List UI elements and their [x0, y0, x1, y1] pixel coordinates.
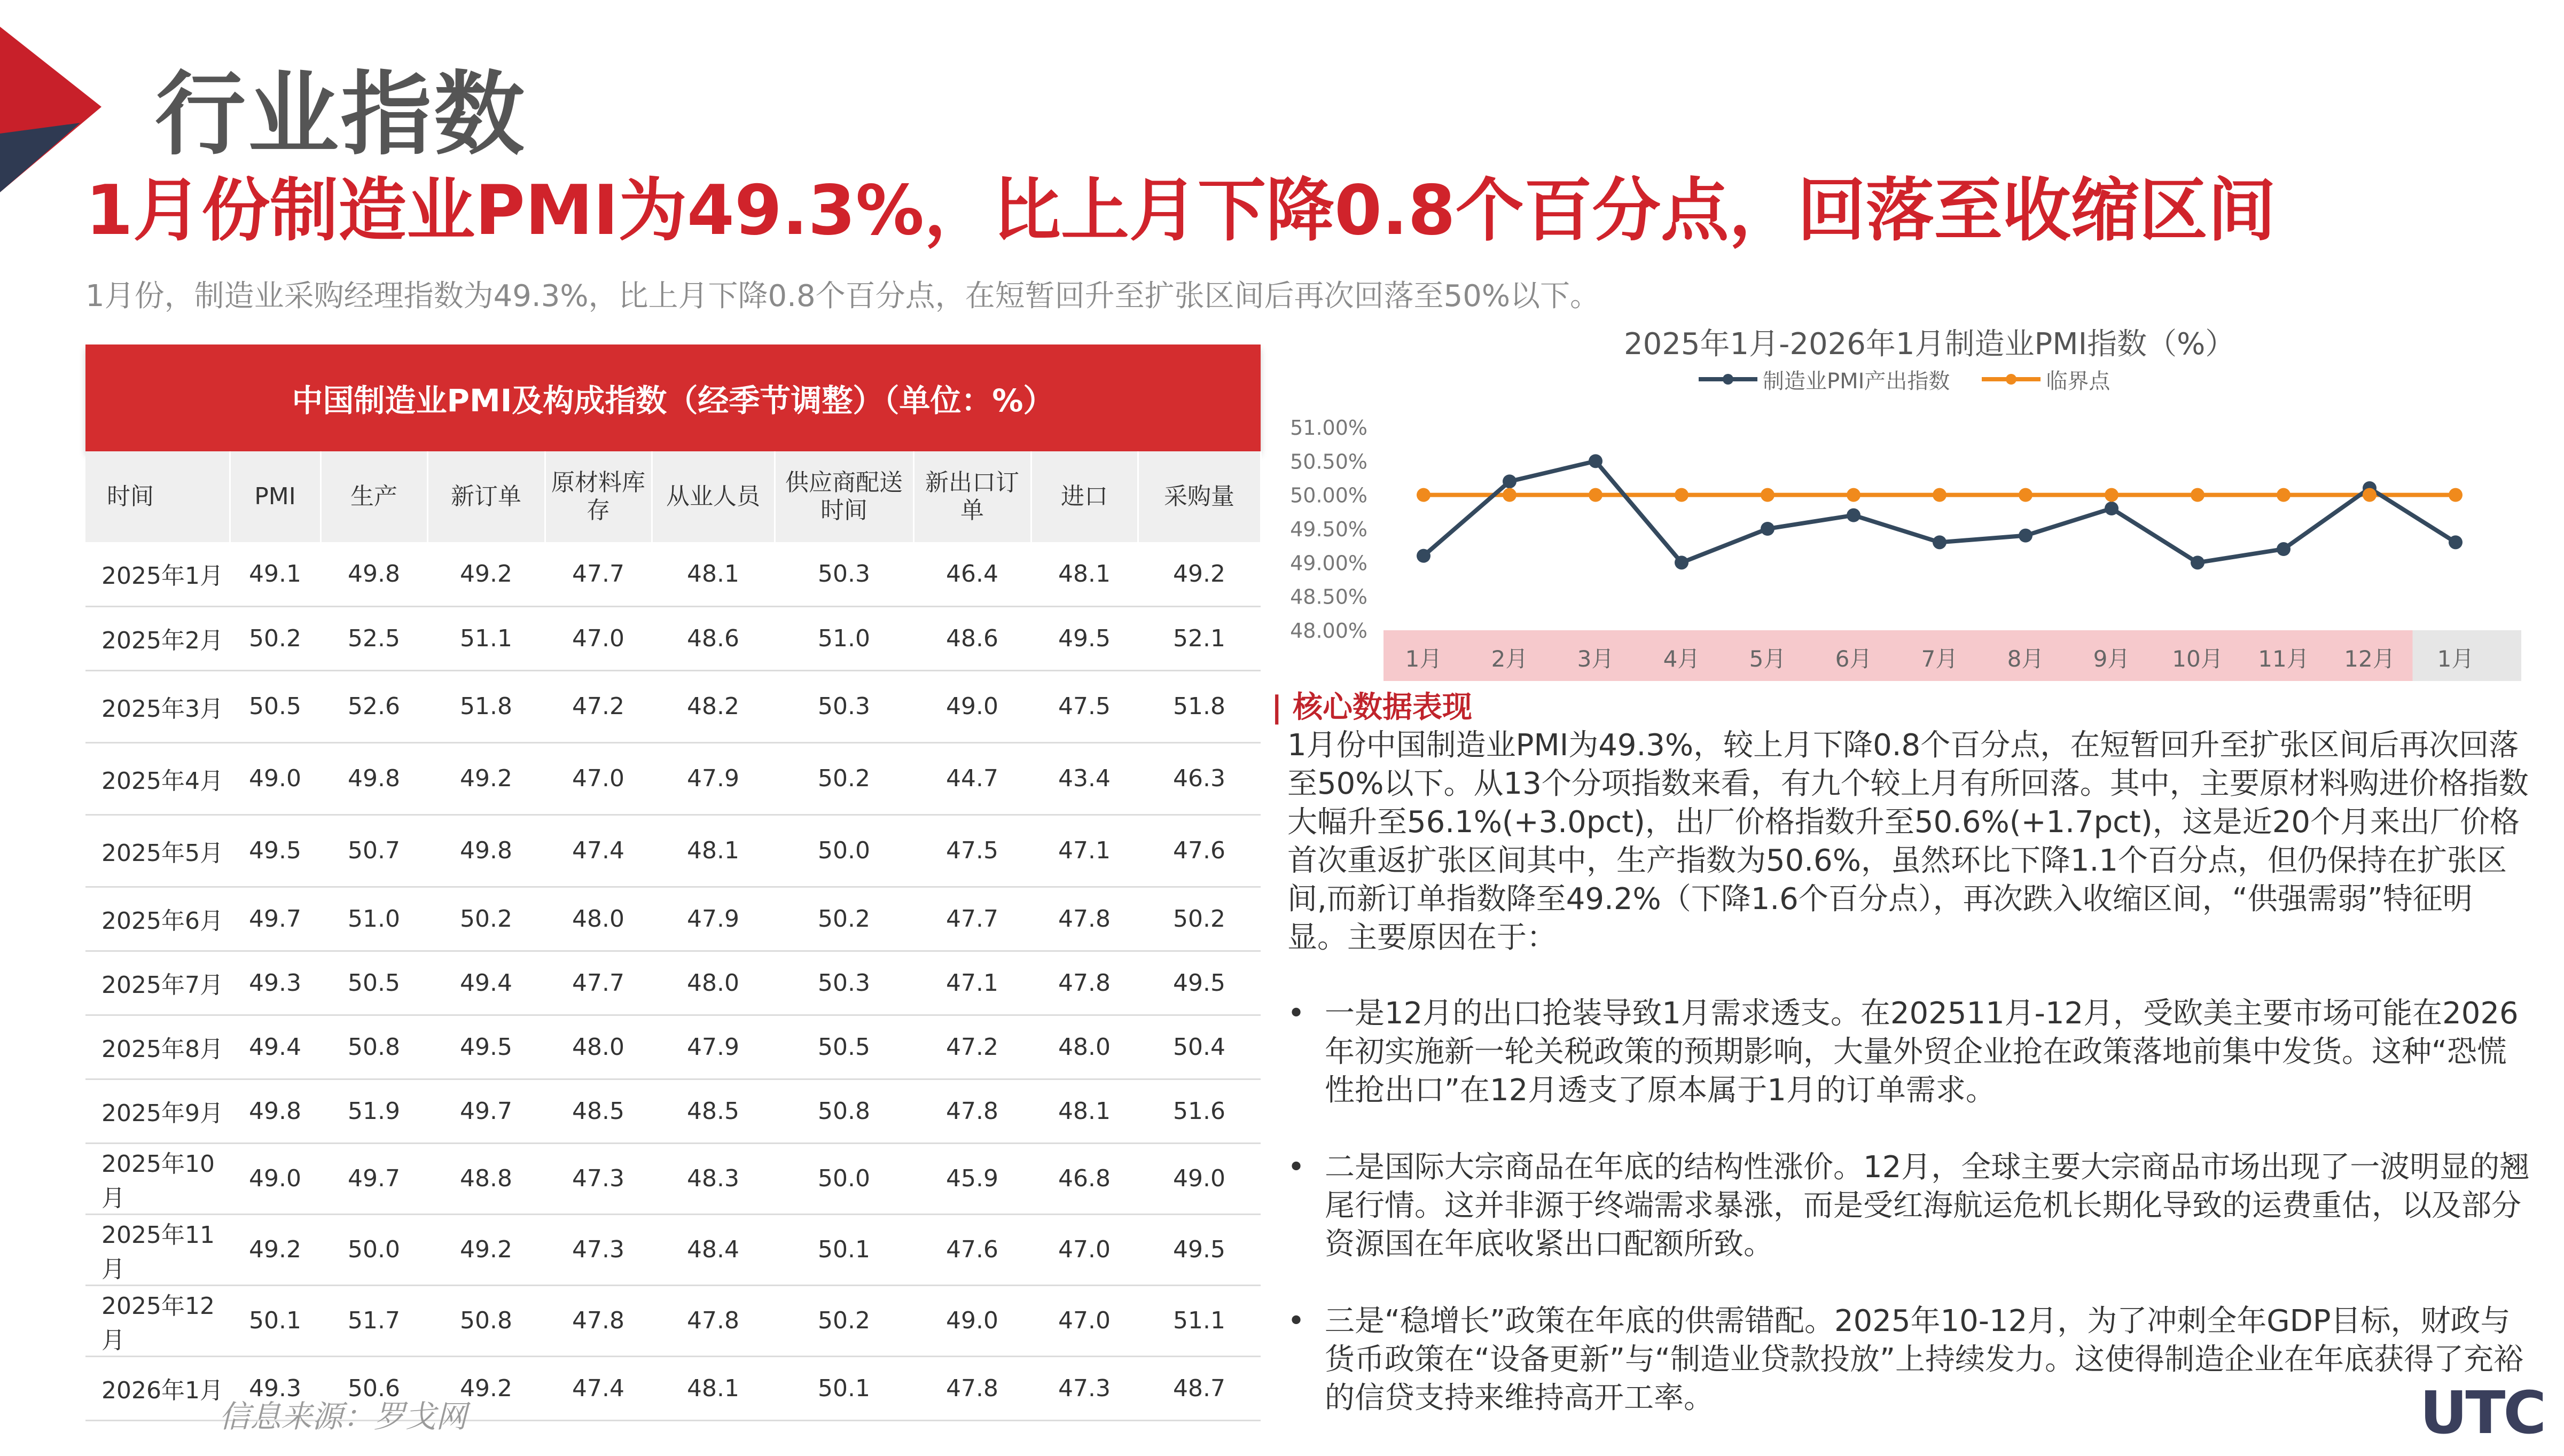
table-cell: 47.7	[545, 542, 652, 606]
table-cell: 50.2	[775, 1285, 913, 1356]
column-header: 生产	[320, 451, 427, 542]
row-date-cell: 2025年1月	[85, 542, 230, 606]
table-cell: 50.8	[320, 1015, 427, 1079]
table-cell: 48.0	[545, 1015, 652, 1079]
column-header: 进口	[1031, 451, 1138, 542]
x-tick-label: 10月	[2172, 646, 2223, 672]
source-note: 信息来源：罗戈网	[219, 1398, 467, 1435]
table-cell: 50.3	[775, 542, 913, 606]
bullet-item: • 二是国际大宗商品在年底的结构性涨价。12月，全球主要大宗商品市场出现了一波明显的翘尾行情。这并非源于终端需求暴涨，而是受红海航运危机长期化导致的运费重估，以及部分资源国在年底收紧出口配额所致。	[1287, 1148, 2532, 1264]
series-point-1	[1675, 488, 1689, 502]
series-point-0	[1761, 522, 1775, 536]
table-cell: 51.7	[320, 1285, 427, 1356]
series-point-1	[2191, 488, 2205, 502]
pmi-table	[85, 451, 1262, 1421]
table-cell: 47.8	[1031, 951, 1138, 1015]
table-cell: 50.3	[775, 670, 913, 742]
table-cell: 50.6	[320, 1356, 427, 1420]
x-tick-label: 9月	[2093, 646, 2130, 672]
series-point-1	[1933, 488, 1947, 502]
table-cell: 45.9	[913, 1143, 1031, 1214]
table-row	[85, 1015, 1261, 1079]
table-cell: 47.7	[545, 951, 652, 1015]
row-date-cell: 2025年5月	[85, 815, 230, 887]
table-cell: 48.3	[652, 1143, 775, 1214]
table-cell: 47.3	[545, 1143, 652, 1214]
table-cell: 51.6	[1138, 1079, 1261, 1143]
series-point-0	[2019, 529, 2033, 543]
legend-swatch-pmi	[1699, 371, 1757, 387]
table-cell: 48.6	[652, 606, 775, 670]
legend-item-threshold	[1982, 364, 2110, 395]
table-cell: 47.3	[1031, 1356, 1138, 1420]
table-row	[85, 1143, 1261, 1214]
series-point-1	[2449, 488, 2463, 502]
column-header: 原材料库存	[545, 451, 652, 542]
table-cell: 51.8	[1138, 670, 1261, 742]
series-point-1	[1503, 488, 1516, 502]
table-cell: 50.2	[775, 887, 913, 951]
series-point-0	[1847, 508, 1861, 522]
table-cell: 51.1	[1138, 1285, 1261, 1356]
table-header-row	[85, 451, 1261, 542]
series-point-1	[2363, 488, 2377, 502]
table-cell: 47.9	[652, 1015, 775, 1079]
table-row	[85, 606, 1261, 670]
table-cell: 50.1	[775, 1356, 913, 1420]
x-tick-label: 5月	[1749, 646, 1786, 672]
table-cell: 46.8	[1031, 1143, 1138, 1214]
column-header: PMI	[230, 451, 320, 542]
table-cell: 49.8	[230, 1079, 320, 1143]
column-header: 从业人员	[652, 451, 775, 542]
x-tick-label: 3月	[1577, 646, 1614, 672]
table-cell: 51.1	[427, 606, 545, 670]
table-cell: 48.0	[1031, 1015, 1138, 1079]
row-date-cell: 2025年3月	[85, 670, 230, 742]
row-date-cell: 2025年11月	[85, 1214, 230, 1285]
table-cell: 49.2	[427, 542, 545, 606]
table-cell: 51.9	[320, 1079, 427, 1143]
table-cell: 48.1	[652, 815, 775, 887]
pmi-line-chart	[1282, 406, 2527, 684]
table-cell: 47.6	[913, 1214, 1031, 1285]
table-cell: 48.5	[652, 1079, 775, 1143]
series-point-1	[2019, 488, 2033, 502]
table-cell: 52.6	[320, 670, 427, 742]
series-point-1	[2277, 488, 2291, 502]
table-cell: 49.5	[1138, 951, 1261, 1015]
table-cell: 49.5	[1138, 1214, 1261, 1285]
core-body	[1287, 726, 2532, 1456]
x-tick-label: 11月	[2258, 646, 2309, 672]
row-date-cell: 2025年9月	[85, 1079, 230, 1143]
legend-swatch-threshold	[1982, 371, 2041, 387]
row-date-cell: 2025年7月	[85, 951, 230, 1015]
series-point-1	[1761, 488, 1775, 502]
table-cell: 49.5	[427, 1015, 545, 1079]
x-tick-label: 1月	[2437, 646, 2474, 672]
row-date-cell: 2025年6月	[85, 887, 230, 951]
table-cell: 47.9	[652, 887, 775, 951]
row-date-cell: 2025年10月	[85, 1143, 230, 1214]
table-row	[85, 951, 1261, 1015]
table-banner: 中国制造业PMI及构成指数（经季节调整）（单位：%）	[85, 345, 1261, 451]
table-cell: 49.7	[320, 1143, 427, 1214]
table-cell: 49.7	[230, 887, 320, 951]
column-header: 采购量	[1138, 451, 1261, 542]
series-point-0	[1675, 555, 1689, 569]
table-cell: 48.5	[545, 1079, 652, 1143]
table-cell: 52.1	[1138, 606, 1261, 670]
table-cell: 52.5	[320, 606, 427, 670]
table-cell: 49.5	[230, 815, 320, 887]
row-date-cell: 2025年12月	[85, 1285, 230, 1356]
table-cell: 47.8	[913, 1356, 1031, 1420]
table-cell: 49.1	[230, 542, 320, 606]
table-cell: 49.0	[230, 742, 320, 815]
table-cell: 47.4	[545, 1356, 652, 1420]
table-row	[85, 887, 1261, 951]
table-cell: 48.1	[652, 1356, 775, 1420]
table-cell: 50.8	[427, 1285, 545, 1356]
table-row	[85, 670, 1261, 742]
x-tick-label: 4月	[1663, 646, 1700, 672]
column-header: 供应商配送时间	[775, 451, 913, 542]
table-cell: 48.7	[1138, 1356, 1261, 1420]
bullet-item: • 一是12月的出口抢装导致1月需求透支。在202511月-12月，受欧美主要市场可能在2026年初实施新一轮关税政策的预期影响，大量外贸企业抢在政策落地前集中发货。这种“恐慌性抢出口”在12月透支了原本属于1月的订单需求。	[1287, 995, 2532, 1110]
table-row	[85, 542, 1261, 606]
table-cell: 48.4	[652, 1214, 775, 1285]
series-point-0	[1503, 474, 1516, 488]
x-tick-label: 1月	[1405, 646, 1442, 672]
table-cell: 47.9	[652, 742, 775, 815]
table-cell: 46.4	[913, 542, 1031, 606]
table-cell: 43.4	[1031, 742, 1138, 815]
table-cell: 50.8	[775, 1079, 913, 1143]
series-point-1	[1417, 488, 1430, 502]
table-cell: 47.3	[545, 1214, 652, 1285]
table-cell: 50.0	[775, 815, 913, 887]
chart-title: 2025年1月-2026年1月制造业PMI指数（%）	[1624, 327, 2235, 362]
row-date-cell: 2025年8月	[85, 1015, 230, 1079]
core-bullet-list	[1287, 995, 2532, 1418]
table-cell: 46.3	[1138, 742, 1261, 815]
table-row	[85, 1285, 1261, 1356]
table-cell: 49.0	[913, 1285, 1031, 1356]
table-cell: 50.2	[1138, 887, 1261, 951]
table-cell: 50.2	[230, 606, 320, 670]
series-point-0	[2449, 535, 2463, 549]
y-tick-label: 48.50%	[1290, 585, 1367, 609]
chart-legend	[1699, 363, 2110, 395]
table-cell: 49.3	[230, 1356, 320, 1420]
table-cell: 47.0	[545, 742, 652, 815]
y-tick-label: 49.00%	[1290, 551, 1367, 575]
table-cell: 51.0	[320, 887, 427, 951]
row-date-cell: 2025年2月	[85, 606, 230, 670]
pmi-table-panel	[85, 345, 1261, 1421]
table-cell: 49.4	[427, 951, 545, 1015]
table-cell: 48.0	[652, 951, 775, 1015]
table-cell: 49.2	[427, 1356, 545, 1420]
table-cell: 50.3	[775, 951, 913, 1015]
table-cell: 50.5	[775, 1015, 913, 1079]
row-date-cell: 2026年1月	[85, 1356, 230, 1420]
table-cell: 48.6	[913, 606, 1031, 670]
table-cell: 47.8	[652, 1285, 775, 1356]
table-cell: 49.2	[427, 1214, 545, 1285]
table-cell: 47.8	[1031, 887, 1138, 951]
series-point-1	[1847, 488, 1861, 502]
table-cell: 47.2	[913, 1015, 1031, 1079]
y-tick-label: 50.00%	[1290, 483, 1367, 507]
column-header: 新出口订单	[913, 451, 1031, 542]
table-cell: 47.8	[913, 1079, 1031, 1143]
legend-item-pmi	[1699, 364, 1950, 395]
y-tick-label: 50.50%	[1290, 450, 1367, 474]
table-cell: 47.4	[545, 815, 652, 887]
table-cell: 49.0	[913, 670, 1031, 742]
legend-label-threshold: 临界点	[2046, 369, 2110, 394]
table-cell: 50.2	[775, 742, 913, 815]
table-cell: 49.8	[320, 742, 427, 815]
series-point-1	[1589, 488, 1602, 502]
headline: 1月份制造业PMI为49.3%，比上月下降0.8个百分点，回落至收缩区间	[85, 171, 2276, 251]
row-date-cell: 2025年4月	[85, 742, 230, 815]
table-cell: 50.0	[775, 1143, 913, 1214]
table-cell: 44.7	[913, 742, 1031, 815]
series-point-0	[2191, 555, 2205, 569]
table-cell: 47.1	[1031, 815, 1138, 887]
subtitle: 1月份，制造业采购经理指数为49.3%，比上月下降0.8个百分点，在短暂回升至扩张区间后再次回落至50%以下。	[85, 279, 1600, 314]
table-cell: 48.1	[1031, 1079, 1138, 1143]
table-cell: 49.8	[427, 815, 545, 887]
y-tick-label: 49.50%	[1290, 518, 1367, 541]
x-tick-label: 7月	[1921, 646, 1958, 672]
x-tick-label: 6月	[1835, 646, 1872, 672]
bullet-item: • 三是“稳增长”政策在年底的供需错配。2025年10-12月，为了冲刺全年GDP目标，财政与货币政策在“设备更新”与“制造业贷款投放”上持续发力。这使得制造企业在年底获得了充裕的信贷支持来维持高开工率。	[1287, 1302, 2532, 1418]
table-row	[85, 1214, 1261, 1285]
column-header: 新订单	[427, 451, 545, 542]
series-point-0	[1933, 535, 1947, 549]
table-cell: 49.0	[1138, 1143, 1261, 1214]
table-row	[85, 1079, 1261, 1143]
table-cell: 48.8	[427, 1143, 545, 1214]
table-cell: 47.0	[545, 606, 652, 670]
column-header: 时间	[85, 451, 230, 542]
table-cell: 49.8	[320, 542, 427, 606]
y-tick-label: 51.00%	[1290, 416, 1367, 440]
table-cell: 47.0	[1031, 1285, 1138, 1356]
table-cell: 48.1	[652, 542, 775, 606]
table-cell: 47.5	[913, 815, 1031, 887]
table-cell: 48.0	[545, 887, 652, 951]
table-cell: 49.2	[230, 1214, 320, 1285]
table-cell: 47.1	[913, 951, 1031, 1015]
table-cell: 47.6	[1138, 815, 1261, 887]
table-cell: 49.3	[230, 951, 320, 1015]
table-cell: 51.0	[775, 606, 913, 670]
utc-logo: UTC	[2420, 1379, 2545, 1447]
series-point-1	[2105, 488, 2119, 502]
table-cell: 50.7	[320, 815, 427, 887]
table-cell: 51.8	[427, 670, 545, 742]
table-cell: 50.0	[320, 1214, 427, 1285]
table-cell: 49.2	[1138, 542, 1261, 606]
x-tick-label: 12月	[2344, 646, 2395, 672]
table-cell: 48.2	[652, 670, 775, 742]
table-cell: 49.7	[427, 1079, 545, 1143]
table-cell: 47.7	[913, 887, 1031, 951]
table-cell: 47.8	[545, 1285, 652, 1356]
table-row	[85, 742, 1261, 815]
x-tick-label: 8月	[2007, 646, 2044, 672]
series-point-0	[2105, 502, 2119, 515]
table-cell: 47.5	[1031, 670, 1138, 742]
table-cell: 50.2	[427, 887, 545, 951]
table-cell: 50.1	[230, 1285, 320, 1356]
table-cell: 49.0	[230, 1143, 320, 1214]
table-cell: 50.4	[1138, 1015, 1261, 1079]
table-cell: 47.2	[545, 670, 652, 742]
table-cell: 49.4	[230, 1015, 320, 1079]
table-cell: 50.5	[320, 951, 427, 1015]
section-title: 行业指数	[155, 62, 527, 168]
series-point-0	[2277, 542, 2291, 556]
series-point-0	[1417, 549, 1430, 563]
table-cell: 47.0	[1031, 1214, 1138, 1285]
table-cell: 48.1	[1031, 542, 1138, 606]
table-cell: 50.5	[230, 670, 320, 742]
core-paragraph: 1月份中国制造业PMI为49.3%，较上月下降0.8个百分点，在短暂回升至扩张区间后再次回落至50%以下。从13个分项指数来看，有九个较上月有所回落。其中，主要原材料购进价格指数大幅升至56.1%(+3.0pct)，出厂价格指数升至50.6%(+1.7pct)，这是近20个月来出厂价格首次重返扩张区间其中，生产指数为50.6%，虽然环比下降1.1个百分点，但仍保持在扩张区间,而新订单指数降至49.2%（下降1.6个百分点），再次跌入收缩区间，“供强需弱”特征明显。主要原因在于：	[1287, 728, 2529, 955]
table-cell: 49.2	[427, 742, 545, 815]
core-section-title: | 核心数据表现	[1271, 690, 1472, 725]
table-row	[85, 815, 1261, 887]
y-tick-label: 48.00%	[1290, 619, 1367, 643]
legend-label-pmi: 制造业PMI产出指数	[1763, 369, 1950, 394]
table-cell: 49.5	[1031, 606, 1138, 670]
x-tick-label: 2月	[1491, 646, 1528, 672]
series-point-0	[1589, 454, 1602, 468]
table-cell: 50.1	[775, 1214, 913, 1285]
